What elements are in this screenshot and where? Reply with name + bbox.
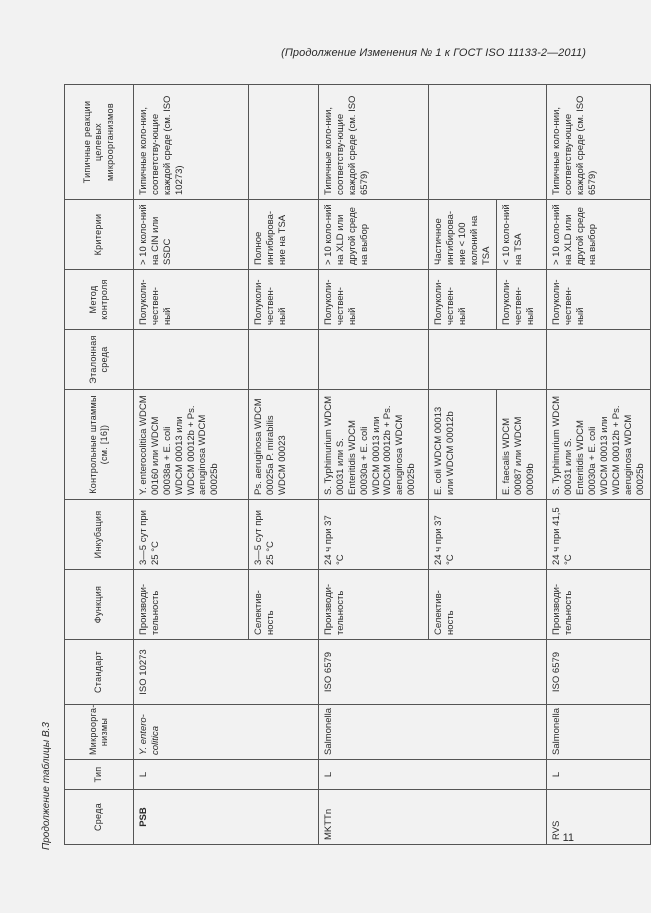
incubation-cell: 24 ч при 37 °С bbox=[429, 500, 547, 570]
medium-cell: MKTTn bbox=[319, 790, 547, 845]
function-cell: Селектив-ность bbox=[429, 570, 547, 640]
criteria-cell: < 10 коло-ний на TSA bbox=[497, 200, 547, 270]
method-cell: Полуколи-чествен-ный bbox=[547, 270, 651, 330]
criteria-cell: > 10 коло-ний на CIN или SSDC bbox=[134, 200, 249, 270]
reactions-cell: Типичные коло-нии, соответству-ющие каждой среде (см. ISO 6579) bbox=[547, 85, 651, 200]
criteria-cell: > 10 коло-ний на XLD или другой среде на выбор bbox=[319, 200, 429, 270]
col-reactions: Типичные реакции целевых микроорганизмов bbox=[65, 85, 134, 200]
function-cell: Производи-тельность bbox=[134, 570, 249, 640]
col-medium: Среда bbox=[65, 790, 134, 845]
standard-cell: ISO 10273 bbox=[134, 640, 319, 705]
incubation-cell: 24 ч при 37 °С bbox=[319, 500, 429, 570]
incubation-cell: 24 ч при 41,5 °С bbox=[547, 500, 651, 570]
col-criteria: Критерии bbox=[65, 200, 134, 270]
strains-cell: S. Typhimurium WDCM 00031 или S. Enteritidis WDCM 00030a + E. coli WDCM 00013 или WDCM 00012b + Ps. aeruginosa WDCM 00025b bbox=[547, 390, 651, 500]
reactions-cell: Типичные коло-нии, соответству-ющие каждой среде (см. ISO 10273) bbox=[134, 85, 249, 200]
standard-cell: ISO 6579 bbox=[319, 640, 547, 705]
reference-cell bbox=[319, 330, 429, 390]
medium-cell: RVS bbox=[547, 790, 651, 845]
organism-cell: Y. entero-colitica bbox=[134, 705, 319, 760]
strains-cell: E. faecalis WDCM 00087 или WDCM 00009b bbox=[497, 390, 547, 500]
reactions-cell bbox=[249, 85, 319, 200]
function-cell: Селектив-ность bbox=[249, 570, 319, 640]
reactions-cell: Типичные коло-нии, соответству-ющие каждой среде (см. ISO 6579) bbox=[319, 85, 429, 200]
media-control-table bbox=[64, 84, 651, 845]
col-type: Тип bbox=[65, 760, 134, 790]
col-method: Метод контроля bbox=[65, 270, 134, 330]
method-cell: Полуколи-чествен-ный bbox=[429, 270, 497, 330]
table-row bbox=[547, 85, 651, 845]
reference-cell bbox=[249, 330, 319, 390]
type-cell: L bbox=[547, 760, 651, 790]
type-cell: L bbox=[319, 760, 547, 790]
page-number: 11 bbox=[562, 832, 574, 844]
medium-cell: PSB bbox=[134, 790, 319, 845]
reference-cell bbox=[134, 330, 249, 390]
table-row bbox=[319, 85, 429, 845]
criteria-cell: Частичное ингибирова-ние < 100 колоний на TSA bbox=[429, 200, 497, 270]
organism-cell: Salmonella bbox=[547, 705, 651, 760]
document-header: (Продолжение Изменения № 1 к ГОСТ ISO 11133-2—2011) bbox=[281, 47, 586, 59]
col-function: Функция bbox=[65, 570, 134, 640]
incubation-cell: 3—5 сут при 25 °С bbox=[249, 500, 319, 570]
incubation-cell: 3—5 сут при 25 °С bbox=[134, 500, 249, 570]
function-cell: Производи-тельность bbox=[319, 570, 429, 640]
strains-cell: S. Typhimurium WDCM 00031 или S. Enteritidis WDCM 00030a + E. coli WDCM 00013 или WDCM 00012b + Ps. aeruginosa WDCM 00025b bbox=[319, 390, 429, 500]
organism-cell: Salmonella bbox=[319, 705, 547, 760]
table-continuation-caption: Продолжение таблицы В.3 bbox=[41, 722, 52, 850]
criteria-cell: > 10 коло-ний на XLD или другой среде на выбор bbox=[547, 200, 651, 270]
strains-cell: Ps. aeruginosa WDCM 00025a P. mirabilis WDCM 00023 bbox=[249, 390, 319, 500]
strains-cell: E. coli WDCM 00013 или WDCM 00012b bbox=[429, 390, 497, 500]
method-cell: Полуколи-чествен-ный bbox=[319, 270, 429, 330]
reference-cell bbox=[547, 330, 651, 390]
reference-cell bbox=[429, 330, 547, 390]
table-header-row bbox=[65, 85, 134, 845]
reactions-cell bbox=[429, 85, 547, 200]
col-incubation: Инкубация bbox=[65, 500, 134, 570]
col-reference: Эталонная среда bbox=[65, 330, 134, 390]
standard-cell: ISO 6579 bbox=[547, 640, 651, 705]
col-strains: Контрольные штаммы (см. [16]) bbox=[65, 390, 134, 500]
method-cell: Полуколи-чествен-ный bbox=[249, 270, 319, 330]
function-cell: Производи-тельность bbox=[547, 570, 651, 640]
criteria-cell: Полное ингибирова-ние на TSA bbox=[249, 200, 319, 270]
method-cell: Полуколи-чествен-ный bbox=[134, 270, 249, 330]
table-row bbox=[134, 85, 249, 845]
type-cell: L bbox=[134, 760, 319, 790]
col-organisms: Микроорга-низмы bbox=[65, 705, 134, 760]
strains-cell: Y. enterocolitica WDCM 00160 или WDCM 00038a + E. coli WDCM 00013 или WDCM 00012b + Ps. aeruginosa WDCM 00025b bbox=[134, 390, 249, 500]
method-cell: Полуколи-чествен-ный bbox=[497, 270, 547, 330]
col-standard: Стандарт bbox=[65, 640, 134, 705]
